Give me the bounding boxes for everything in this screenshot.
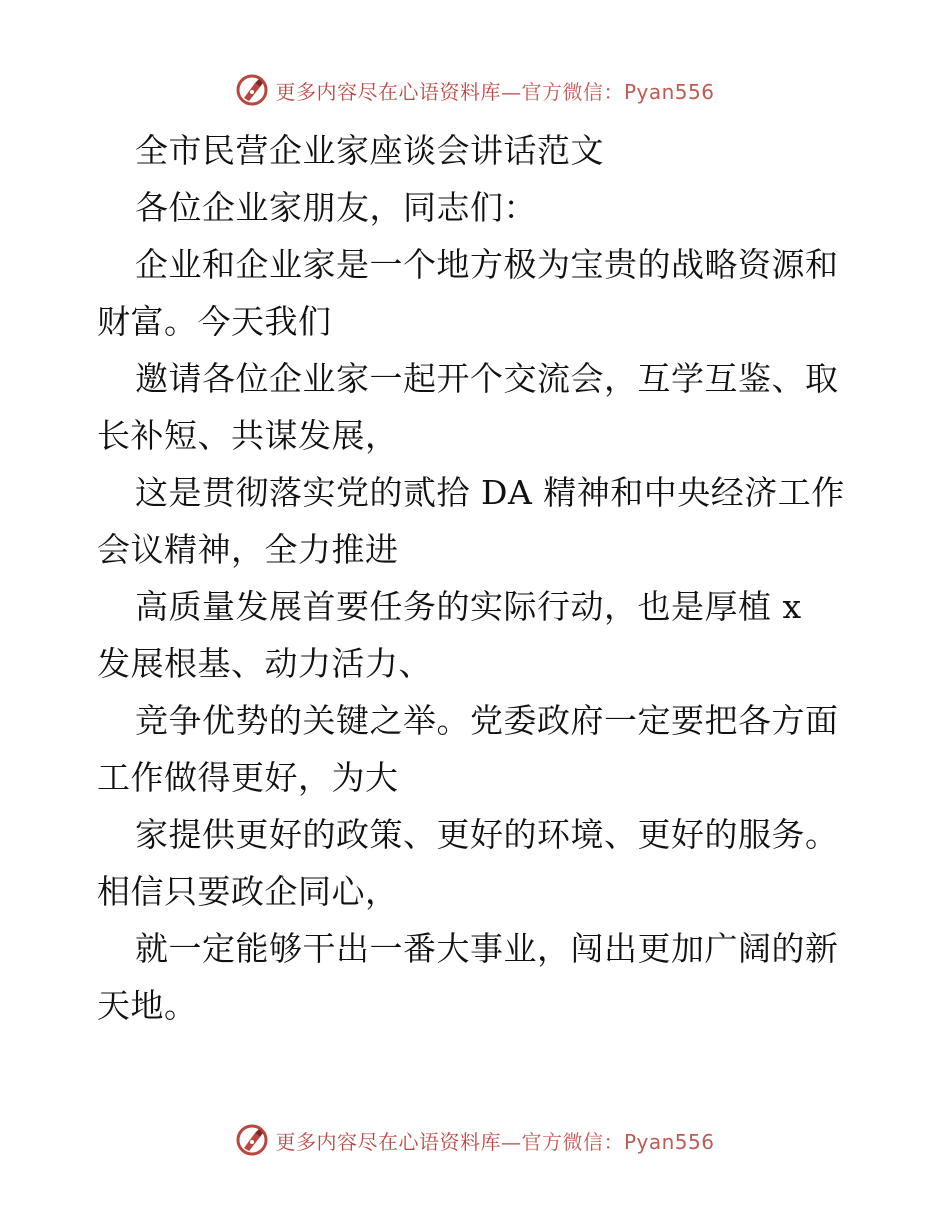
paragraph-line: 相信只要政企同心， (97, 872, 399, 911)
watermark-text (275, 1126, 714, 1155)
paragraph-line: 财富。今天我们 (97, 302, 332, 341)
watermark-contact: 官方微信：Pyan556 (521, 1129, 715, 1154)
paragraph-line: 企业和企业家是一个地方极为宝贵的战略资源和 (135, 245, 839, 284)
watermark-text (275, 76, 714, 105)
watermark-brand: 更多内容尽在心语资料库 (275, 1129, 501, 1154)
paragraph-line: 邀请各位企业家一起开个交流会，互学互鉴、取 (135, 359, 839, 398)
salutation: 各位企业家朋友，同志们： (135, 188, 537, 227)
footer-watermark-banner (0, 1120, 950, 1160)
pen-nib-logo-icon (235, 1123, 269, 1157)
paragraph-line: 就一定能够干出一番大事业，闯出更加广阔的新 (135, 929, 839, 968)
document-title: 全市民营企业家座谈会讲话范文 (135, 131, 604, 170)
paragraph-line: 会议精神，全力推进 (97, 530, 399, 569)
paragraph-line: 竞争优势的关键之举。党委政府一定要把各方面 (135, 701, 839, 740)
paragraph-line: 高质量发展首要任务的实际行动，也是厚植 x (135, 587, 802, 626)
paragraph-line: 家提供更好的政策、更好的环境、更好的服务。 (135, 815, 839, 854)
watermark-separator: — (500, 1129, 522, 1154)
watermark-brand: 更多内容尽在心语资料库 (275, 79, 501, 104)
header-watermark-banner (0, 70, 950, 110)
paragraph-line: 长补短、共谋发展， (97, 416, 399, 455)
paragraph-line: 工作做得更好，为大 (97, 758, 399, 797)
paragraph-line: 这是贯彻落实党的贰拾 DA 精神和中央经济工作 (135, 473, 845, 512)
document-body (97, 122, 857, 1034)
paragraph-line: 发展根基、动力活力、 (97, 644, 432, 683)
paragraph-line: 天地。 (97, 986, 198, 1025)
pen-nib-logo-icon (235, 73, 269, 107)
watermark-contact: 官方微信：Pyan556 (521, 79, 715, 104)
watermark-separator: — (500, 79, 522, 104)
